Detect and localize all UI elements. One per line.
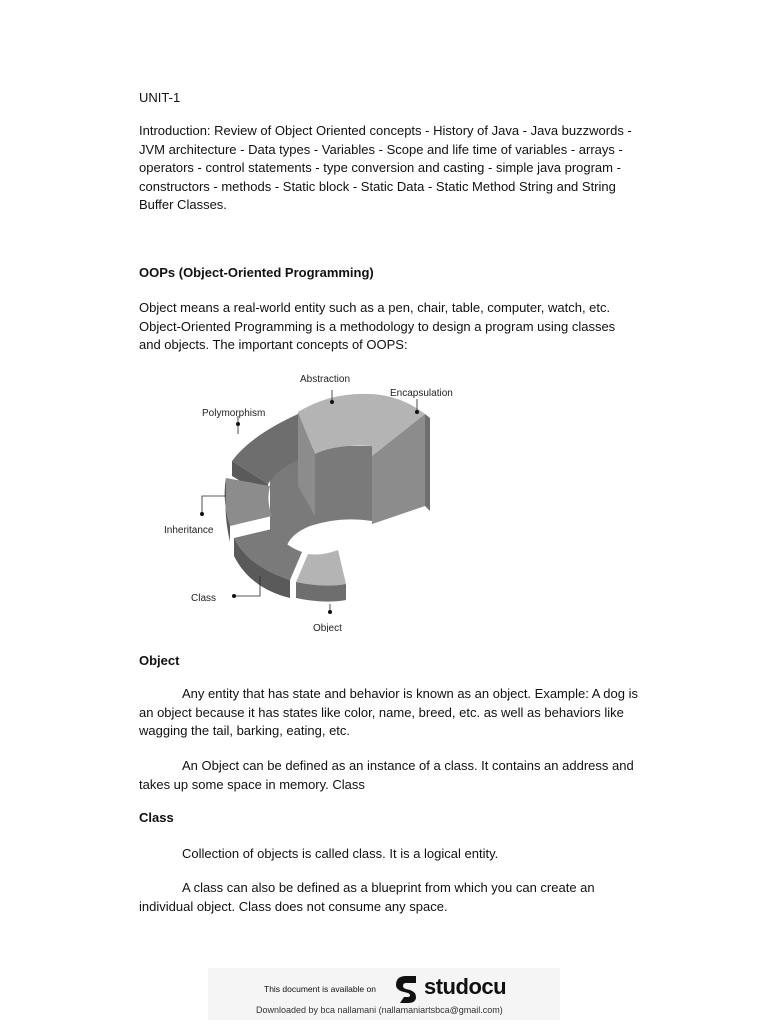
object-heading: Object (139, 653, 180, 668)
studocu-footer[interactable] (208, 968, 560, 1020)
oops-heading: OOPs (Object-Oriented Programming) (139, 265, 374, 280)
segment-object (296, 550, 346, 586)
label-polymorphism: Polymorphism (202, 408, 266, 419)
unit-title: UNIT-1 (139, 90, 181, 105)
label-inheritance: Inheritance (164, 525, 214, 536)
label-encapsulation: Encapsulation (390, 388, 453, 399)
segment-encapsulation-right (425, 414, 430, 511)
label-object: Object (313, 623, 342, 632)
object-paragraph-2: An Object can be defined as an instance of a class. It contains an address and takes up some space in memory. Class (139, 758, 634, 792)
class-paragraph-1: Collection of objects is called class. It is a logical entity. (182, 846, 499, 861)
label-abstraction: Abstraction (300, 374, 351, 385)
object-paragraph-1: Any entity that has state and behavior is known as an object. Example: A dog is an object because it has states like color, name, breed, etc. as well as behaviors like wagging the tail, barking, eating, etc. (139, 686, 638, 738)
footer-available-text: This document is available on (264, 984, 376, 994)
studocu-logo-icon (392, 973, 420, 1005)
segment-inheritance (225, 478, 272, 526)
oops-paragraph: Object means a real-world entity such as a pen, chair, table, computer, watch, etc. Object-Oriented Programming is a methodology to design a program using classes and objects. The important concepts of OOPS: (139, 300, 616, 352)
class-heading: Class (139, 810, 174, 825)
studocu-brand[interactable]: studocu (424, 974, 507, 999)
label-class: Class (191, 593, 217, 604)
intro-paragraph: Introduction: Review of Object Oriented concepts - History of Java - Java buzzwords - JVM architecture - Data types - Variables - Scope and life time of variables - arrays - operators - control statements - type conversion and casting - simple java program - constructors - methods - Static block - Static Data - Static Method String and String Buffer Classes. (139, 123, 632, 212)
footer-downloaded-text: Downloaded by bca nallamani (nallamaniartsbca@gmail.com) (256, 1005, 503, 1015)
class-paragraph-2: A class can also be defined as a blueprint from which you can create an individual object. Class does not consume any space. (139, 880, 595, 914)
oops-concepts-diagram (140, 366, 528, 632)
